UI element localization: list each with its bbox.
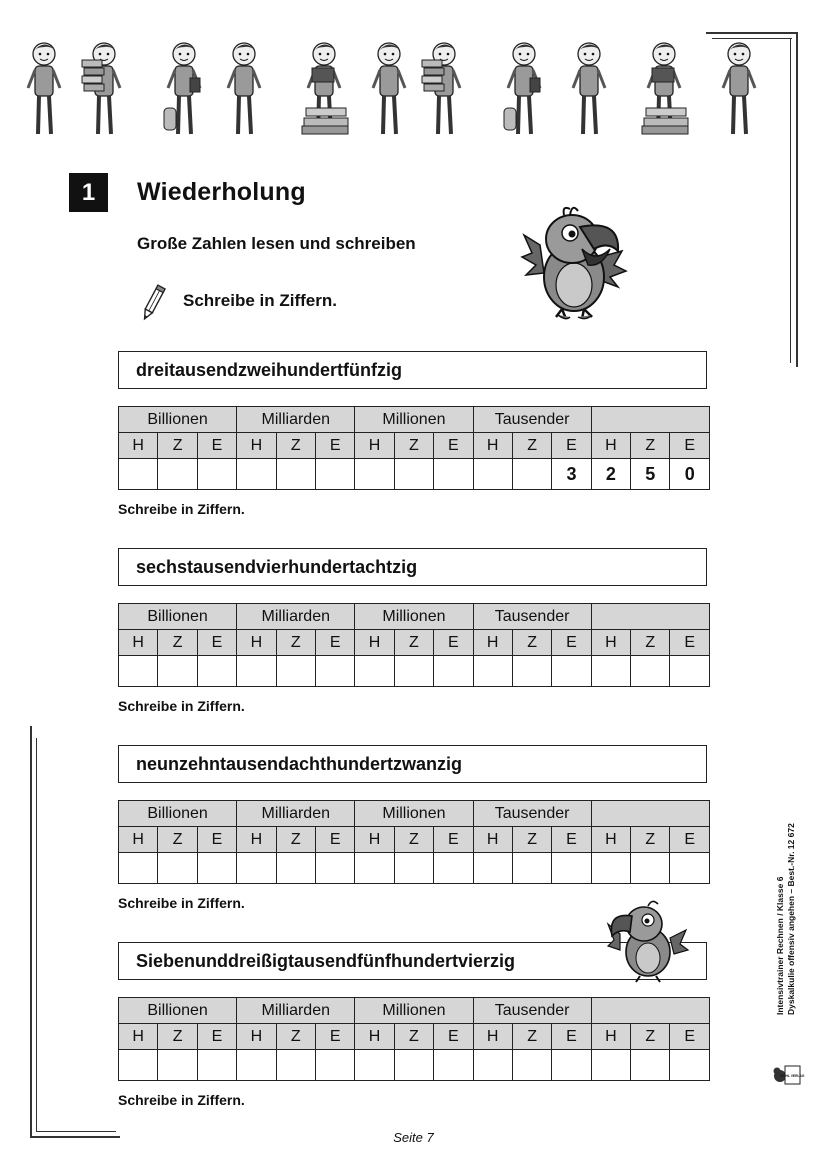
place-group-header bbox=[591, 998, 709, 1024]
boy-backpack-figure bbox=[160, 38, 212, 147]
place-group-header: Millionen bbox=[355, 998, 473, 1024]
answer-digit-cell[interactable] bbox=[119, 1050, 158, 1081]
answer-digit-cell[interactable] bbox=[158, 656, 197, 687]
answer-digit-cell[interactable] bbox=[158, 853, 197, 884]
place-column-header: E bbox=[315, 630, 354, 656]
place-column-header: E bbox=[434, 827, 473, 853]
answer-digit-cell[interactable] bbox=[276, 459, 315, 490]
small-parrot-illustration bbox=[608, 900, 688, 987]
place-column-header: E bbox=[197, 1024, 236, 1050]
answer-digit-cell[interactable] bbox=[631, 1050, 670, 1081]
place-column-header: Z bbox=[512, 433, 551, 459]
girl-dancing-figure bbox=[220, 38, 272, 147]
place-column-header: Z bbox=[276, 433, 315, 459]
side-publication-info bbox=[775, 823, 797, 1015]
place-column-header: E bbox=[315, 1024, 354, 1050]
place-column-header: Z bbox=[631, 433, 670, 459]
side-line-1: Intensivtrainer Rechnen / Klasse 6 bbox=[775, 876, 785, 1015]
number-word-box: neunzehntausendachthundertzwanzig bbox=[118, 745, 707, 783]
number-word-box: sechstausendvierhundertachtzig bbox=[118, 548, 707, 586]
place-group-header bbox=[591, 407, 709, 433]
answer-digit-cell[interactable] bbox=[237, 1050, 276, 1081]
boy-reading-figure bbox=[300, 38, 352, 147]
header-figures-strip bbox=[20, 38, 760, 148]
girl-figure bbox=[715, 38, 767, 147]
place-column-header: H bbox=[473, 433, 512, 459]
answer-digit-cell[interactable] bbox=[355, 853, 394, 884]
answer-digit-cell[interactable] bbox=[197, 1050, 236, 1081]
place-group-header: Millionen bbox=[355, 407, 473, 433]
place-column-header: H bbox=[591, 630, 630, 656]
boy-reading-figure bbox=[640, 38, 692, 147]
answer-digit-cell[interactable] bbox=[631, 656, 670, 687]
place-column-header: H bbox=[355, 827, 394, 853]
place-column-header: Z bbox=[631, 1024, 670, 1050]
number-word-box: Siebenunddreißigtausendfünfhundertvierzig bbox=[118, 942, 707, 980]
place-column-header: H bbox=[119, 1024, 158, 1050]
place-group-header bbox=[591, 604, 709, 630]
side-line-2: Dyskalkulie offensiv angehen – Best.-Nr. 12 672 bbox=[786, 823, 796, 1015]
answer-digit-cell[interactable] bbox=[237, 853, 276, 884]
place-column-header: Z bbox=[276, 827, 315, 853]
place-group-header: Milliarden bbox=[237, 998, 355, 1024]
place-column-header: H bbox=[237, 1024, 276, 1050]
place-column-header: E bbox=[197, 827, 236, 853]
answer-digit-cell[interactable] bbox=[119, 853, 158, 884]
girl-figure bbox=[20, 38, 72, 147]
answer-digit-cell[interactable] bbox=[670, 1050, 710, 1081]
place-group-header: Tausender bbox=[473, 604, 591, 630]
place-column-header: E bbox=[670, 433, 710, 459]
answer-digit-cell[interactable] bbox=[315, 853, 354, 884]
place-group-header: Tausender bbox=[473, 407, 591, 433]
place-column-header: Z bbox=[512, 630, 551, 656]
exercise-caption: Schreibe in Ziffern. bbox=[118, 1092, 245, 1108]
answer-digit-cell[interactable] bbox=[315, 459, 354, 490]
answer-digit-cell[interactable] bbox=[119, 656, 158, 687]
page-number: Seite 7 bbox=[393, 1130, 434, 1145]
place-group-header: Millionen bbox=[355, 604, 473, 630]
place-group-header: Tausender bbox=[473, 801, 591, 827]
place-column-header: Z bbox=[394, 1024, 433, 1050]
parrot-mascot-illustration bbox=[522, 205, 627, 328]
place-value-table bbox=[118, 800, 710, 884]
answer-digit-cell[interactable] bbox=[434, 459, 473, 490]
place-column-header: E bbox=[315, 433, 354, 459]
place-column-header: H bbox=[355, 630, 394, 656]
answer-digit-cell[interactable] bbox=[158, 459, 197, 490]
place-column-header: E bbox=[434, 630, 473, 656]
place-column-header: E bbox=[552, 433, 591, 459]
answer-digit-cell[interactable] bbox=[473, 656, 512, 687]
answer-digit-cell[interactable] bbox=[394, 853, 433, 884]
answer-digit-cell[interactable] bbox=[473, 459, 512, 490]
place-column-header: Z bbox=[631, 827, 670, 853]
answer-digit-cell[interactable] bbox=[276, 1050, 315, 1081]
place-column-header: Z bbox=[631, 630, 670, 656]
place-column-header: E bbox=[434, 433, 473, 459]
place-column-header: H bbox=[591, 827, 630, 853]
place-column-header: H bbox=[591, 433, 630, 459]
answer-digit-cell[interactable]: 0 bbox=[670, 459, 710, 490]
frame-line-top-right-v bbox=[796, 32, 798, 367]
place-column-header: E bbox=[670, 630, 710, 656]
place-column-header: H bbox=[355, 433, 394, 459]
answer-digit-cell[interactable] bbox=[394, 1050, 433, 1081]
instruction-text: Schreibe in Ziffern. bbox=[183, 291, 337, 310]
answer-digit-cell[interactable] bbox=[197, 459, 236, 490]
place-column-header: E bbox=[315, 827, 354, 853]
place-value-table bbox=[118, 406, 710, 490]
place-column-header: Z bbox=[512, 1024, 551, 1050]
answer-digit-cell[interactable] bbox=[552, 1050, 591, 1081]
publisher-name: KOHL VERLAG bbox=[780, 1074, 805, 1078]
place-column-header: Z bbox=[158, 827, 197, 853]
publisher-logo bbox=[773, 1062, 805, 1093]
answer-digit-cell[interactable] bbox=[512, 656, 551, 687]
section-title: Wiederholung bbox=[137, 178, 306, 206]
answer-digit-cell[interactable] bbox=[276, 656, 315, 687]
place-column-header: Z bbox=[158, 433, 197, 459]
frame-line-top-right-h bbox=[706, 32, 798, 34]
place-group-header: Milliarden bbox=[237, 801, 355, 827]
answer-digit-cell[interactable] bbox=[315, 1050, 354, 1081]
pencil-icon bbox=[140, 283, 166, 328]
answer-digit-cell[interactable] bbox=[512, 1050, 551, 1081]
answer-digit-cell[interactable] bbox=[276, 853, 315, 884]
place-column-header: E bbox=[552, 630, 591, 656]
answer-digit-cell[interactable] bbox=[355, 656, 394, 687]
place-group-header: Billionen bbox=[119, 801, 237, 827]
answer-digit-cell[interactable] bbox=[237, 656, 276, 687]
answer-digit-cell[interactable] bbox=[237, 459, 276, 490]
answer-digit-cell[interactable] bbox=[670, 656, 710, 687]
place-column-header: Z bbox=[276, 630, 315, 656]
place-column-header: H bbox=[237, 827, 276, 853]
place-group-header: Milliarden bbox=[237, 407, 355, 433]
place-column-header: H bbox=[355, 1024, 394, 1050]
answer-digit-cell[interactable] bbox=[197, 656, 236, 687]
place-group-header: Billionen bbox=[119, 998, 237, 1024]
place-column-header: Z bbox=[394, 630, 433, 656]
boy-books-figure bbox=[80, 38, 132, 147]
place-column-header: Z bbox=[158, 630, 197, 656]
answer-digit-cell[interactable] bbox=[315, 656, 354, 687]
place-column-header: Z bbox=[394, 433, 433, 459]
answer-digit-cell[interactable] bbox=[119, 459, 158, 490]
place-column-header: H bbox=[237, 433, 276, 459]
place-column-header: H bbox=[591, 1024, 630, 1050]
place-column-header: Z bbox=[276, 1024, 315, 1050]
answer-digit-cell[interactable] bbox=[591, 853, 630, 884]
answer-digit-cell[interactable]: 3 bbox=[552, 459, 591, 490]
answer-digit-cell[interactable] bbox=[670, 853, 710, 884]
place-column-header: E bbox=[552, 827, 591, 853]
place-column-header: E bbox=[670, 827, 710, 853]
girl-figure bbox=[365, 38, 417, 147]
place-column-header: E bbox=[197, 433, 236, 459]
place-column-header: H bbox=[473, 827, 512, 853]
answer-digit-cell[interactable] bbox=[158, 1050, 197, 1081]
answer-digit-cell[interactable] bbox=[394, 459, 433, 490]
answer-digit-cell[interactable]: 2 bbox=[591, 459, 630, 490]
answer-digit-cell[interactable] bbox=[512, 853, 551, 884]
frame-line-bottom-left-v bbox=[30, 726, 32, 1138]
place-column-header: E bbox=[197, 630, 236, 656]
section-number: 1 bbox=[69, 173, 108, 212]
number-word-box: dreitausendzweihundertfünfzig bbox=[118, 351, 707, 389]
girl-dancing-figure bbox=[565, 38, 617, 147]
place-group-header bbox=[591, 801, 709, 827]
exercise-caption: Schreibe in Ziffern. bbox=[118, 895, 245, 911]
place-value-table bbox=[118, 603, 710, 687]
answer-digit-cell[interactable] bbox=[355, 459, 394, 490]
place-column-header: H bbox=[473, 1024, 512, 1050]
boy-backpack-figure bbox=[500, 38, 552, 147]
answer-digit-cell[interactable] bbox=[591, 656, 630, 687]
place-column-header: Z bbox=[394, 827, 433, 853]
place-group-header: Billionen bbox=[119, 604, 237, 630]
place-value-table bbox=[118, 997, 710, 1081]
place-column-header: H bbox=[473, 630, 512, 656]
place-group-header: Tausender bbox=[473, 998, 591, 1024]
place-column-header: H bbox=[119, 630, 158, 656]
place-group-header: Millionen bbox=[355, 801, 473, 827]
section-subtitle: Große Zahlen lesen und schreiben bbox=[137, 234, 416, 253]
place-group-header: Milliarden bbox=[237, 604, 355, 630]
answer-digit-cell[interactable] bbox=[473, 853, 512, 884]
exercise-caption: Schreibe in Ziffern. bbox=[118, 698, 245, 714]
place-column-header: E bbox=[670, 1024, 710, 1050]
place-group-header: Billionen bbox=[119, 407, 237, 433]
answer-digit-cell[interactable] bbox=[473, 1050, 512, 1081]
boy-books-figure bbox=[420, 38, 472, 147]
answer-digit-cell[interactable] bbox=[552, 853, 591, 884]
answer-digit-cell[interactable] bbox=[434, 656, 473, 687]
answer-digit-cell[interactable]: 5 bbox=[631, 459, 670, 490]
place-column-header: E bbox=[434, 1024, 473, 1050]
answer-digit-cell[interactable] bbox=[631, 853, 670, 884]
place-column-header: H bbox=[237, 630, 276, 656]
answer-digit-cell[interactable] bbox=[197, 853, 236, 884]
answer-digit-cell[interactable] bbox=[434, 853, 473, 884]
place-column-header: Z bbox=[158, 1024, 197, 1050]
answer-digit-cell[interactable] bbox=[355, 1050, 394, 1081]
answer-digit-cell[interactable] bbox=[552, 656, 591, 687]
place-column-header: Z bbox=[512, 827, 551, 853]
answer-digit-cell[interactable] bbox=[394, 656, 433, 687]
answer-digit-cell[interactable] bbox=[591, 1050, 630, 1081]
place-column-header: H bbox=[119, 433, 158, 459]
answer-digit-cell[interactable] bbox=[434, 1050, 473, 1081]
exercise-caption: Schreibe in Ziffern. bbox=[118, 501, 245, 517]
frame-line-top-right-v2 bbox=[790, 38, 791, 363]
place-column-header: H bbox=[119, 827, 158, 853]
answer-digit-cell[interactable] bbox=[512, 459, 551, 490]
place-column-header: E bbox=[552, 1024, 591, 1050]
frame-line-bottom-left-v2 bbox=[36, 738, 37, 1132]
